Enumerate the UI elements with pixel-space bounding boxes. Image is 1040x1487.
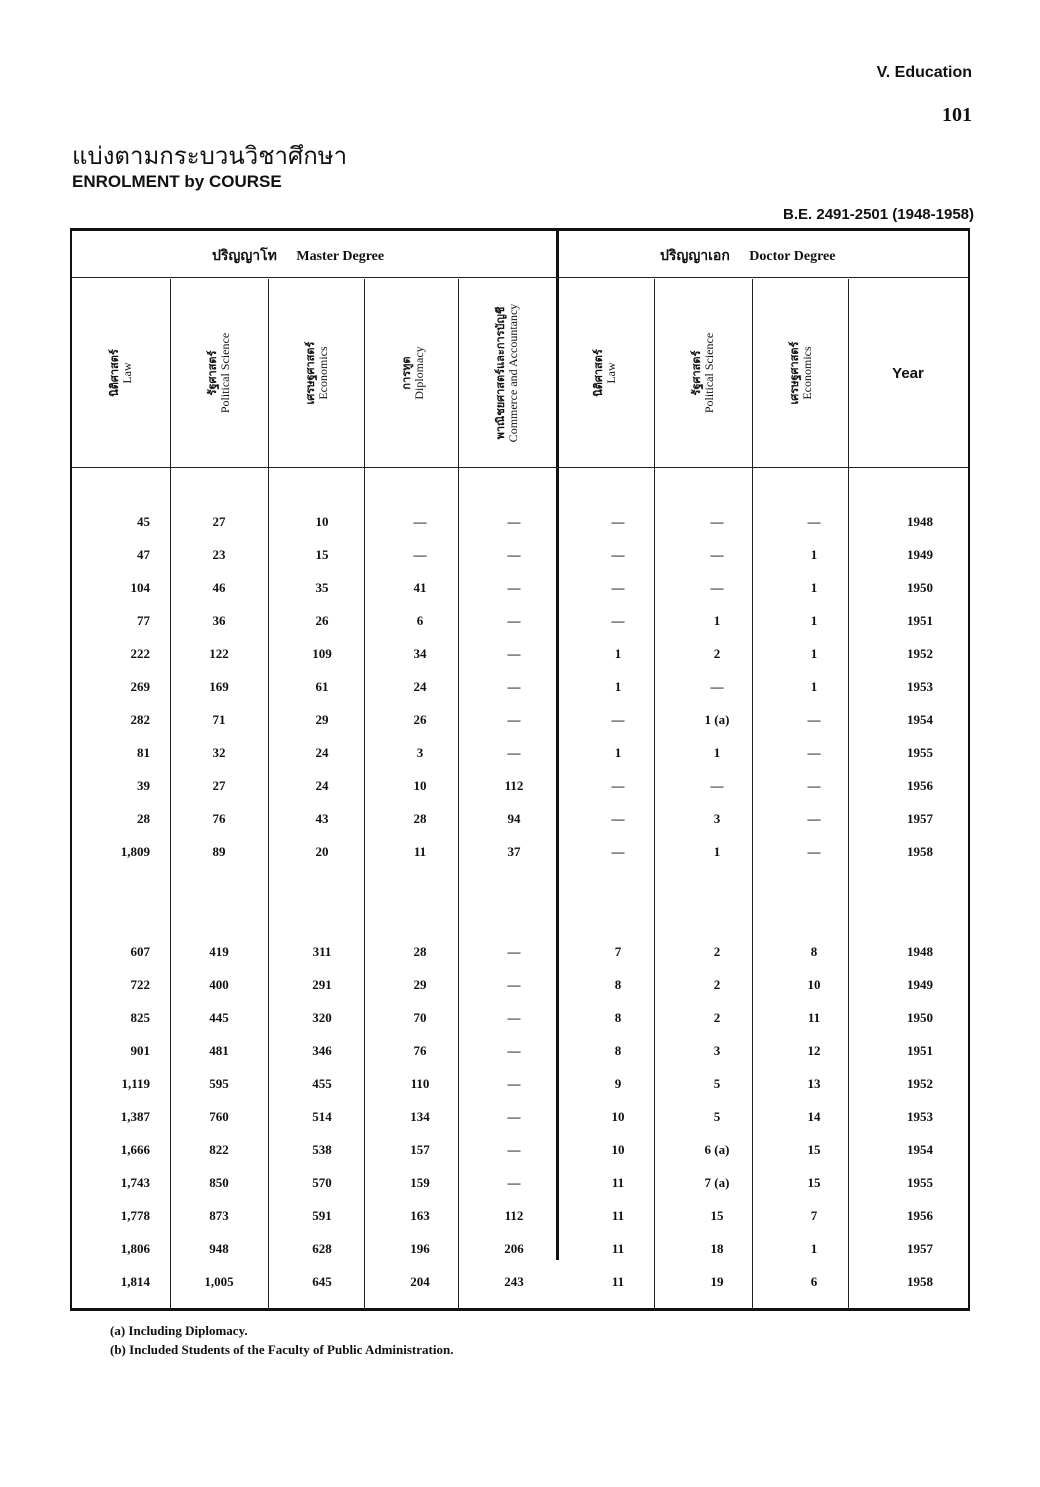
year-cell: 1952 <box>907 1076 933 1091</box>
value-cell: 41 <box>413 580 427 595</box>
value-cell: — <box>507 745 521 760</box>
value-cell: 24 <box>413 679 427 694</box>
value-cell: 822 <box>209 1142 229 1157</box>
col-header-thai: การทูต <box>400 356 413 390</box>
value-cell: 19 <box>710 1274 724 1289</box>
value-cell: 43 <box>315 811 329 826</box>
value-cell: 37 <box>507 844 521 859</box>
table-row <box>72 835 968 868</box>
value-cell: — <box>807 514 821 529</box>
value-cell: 5 <box>713 1076 721 1091</box>
year-cell: 1953 <box>907 1109 933 1124</box>
value-cell: 23 <box>212 547 226 562</box>
value-cell: 445 <box>209 1010 229 1025</box>
value-cell: 15 <box>315 547 329 562</box>
value-cell: 35 <box>315 580 329 595</box>
value-cell: 10 <box>611 1142 625 1157</box>
value-cell: — <box>611 712 625 727</box>
year-cell: 1948 <box>907 514 933 529</box>
value-cell: 1 <box>614 745 622 760</box>
group-header-master-thai: ปริญญาโท <box>212 248 277 264</box>
value-cell: 1 <box>810 547 818 562</box>
value-cell: — <box>507 712 521 727</box>
period-label: B.E. 2491-2501 (1948-1958) <box>783 206 974 223</box>
value-cell: 1 <box>614 679 622 694</box>
value-cell: — <box>807 712 821 727</box>
col-header-doctor-political-science <box>654 279 752 467</box>
value-cell: 10 <box>807 977 821 992</box>
value-cell: — <box>507 514 521 529</box>
value-cell: 243 <box>504 1274 524 1289</box>
value-cell: 28 <box>413 811 427 826</box>
value-cell: 1,806 <box>120 1241 150 1256</box>
value-cell: — <box>507 1142 521 1157</box>
year-cell: 1953 <box>907 679 933 694</box>
value-cell: — <box>507 613 521 628</box>
year-cell: 1948 <box>907 944 933 959</box>
value-cell: 760 <box>209 1109 229 1124</box>
value-cell: 2 <box>713 944 721 959</box>
value-cell: 1,119 <box>121 1076 150 1091</box>
table-row <box>72 637 968 670</box>
table-row <box>72 1001 968 1034</box>
value-cell: 13 <box>807 1076 821 1091</box>
value-cell: 1 <box>810 1241 818 1256</box>
value-cell: 8 <box>614 1010 622 1025</box>
value-cell: — <box>807 745 821 760</box>
year-cell: 1957 <box>907 1241 933 1256</box>
value-cell: 1 <box>810 679 818 694</box>
value-cell: 14 <box>807 1109 821 1124</box>
col-header-english: Commerce and Accountancy <box>506 303 520 443</box>
value-cell: 45 <box>137 514 150 529</box>
value-cell: 1 <box>810 613 818 628</box>
value-cell: 10 <box>413 778 427 793</box>
year-cell: 1949 <box>907 547 933 562</box>
col-header-thai: พาณิชยศาสตร์และการบัญชี <box>494 306 507 440</box>
value-cell: 76 <box>413 1043 427 1058</box>
value-cell: 5 <box>713 1109 721 1124</box>
col-header-english: Law <box>120 362 134 384</box>
table-row <box>72 505 968 538</box>
value-cell: 948 <box>209 1241 229 1256</box>
value-cell: 1,387 <box>120 1109 150 1124</box>
col-header-master-commerce <box>458 279 556 467</box>
value-cell: 7 (a) <box>704 1175 730 1190</box>
value-cell: 3 <box>713 1043 721 1058</box>
value-cell: 28 <box>137 811 150 826</box>
value-cell: 157 <box>410 1142 430 1157</box>
value-cell: — <box>710 580 724 595</box>
group-header-rule <box>72 277 968 278</box>
footnotes <box>110 1321 453 1359</box>
value-cell: 70 <box>413 1010 427 1025</box>
value-cell: 20 <box>315 844 329 859</box>
value-cell: 346 <box>312 1043 332 1058</box>
footnote: (b) Included Students of the Faculty of Public Administration. <box>110 1342 454 1357</box>
value-cell: 1 (a) <box>704 712 730 727</box>
value-cell: 1 <box>713 844 721 859</box>
value-cell: 570 <box>312 1175 332 1190</box>
year-cell: 1956 <box>907 1208 933 1223</box>
value-cell: 7 <box>614 944 622 959</box>
value-cell: 873 <box>209 1208 229 1223</box>
table-row <box>72 802 968 835</box>
year-cell: 1955 <box>907 1175 933 1190</box>
value-cell: 26 <box>413 712 427 727</box>
col-header-thai: เศรษฐศาสตร์ <box>788 341 801 405</box>
value-cell: 159 <box>410 1175 430 1190</box>
value-cell: 29 <box>413 977 427 992</box>
year-cell: 1957 <box>907 811 933 826</box>
value-cell: 18 <box>710 1241 724 1256</box>
value-cell: 595 <box>209 1076 229 1091</box>
value-cell: — <box>807 778 821 793</box>
table-row <box>72 1265 968 1298</box>
value-cell: 196 <box>410 1241 430 1256</box>
value-cell: 320 <box>312 1010 332 1025</box>
value-cell: — <box>507 547 521 562</box>
value-cell: 1 <box>810 580 818 595</box>
value-cell: 400 <box>209 977 229 992</box>
value-cell: 11 <box>413 844 427 859</box>
value-cell: 1,666 <box>120 1142 150 1157</box>
value-cell: 77 <box>137 613 150 628</box>
group-header-master-english: Master Degree <box>296 249 385 264</box>
value-cell: 32 <box>212 745 226 760</box>
col-header-thai: นิติศาสตร์ <box>592 349 605 397</box>
value-cell: 11 <box>807 1010 821 1025</box>
table-row <box>72 769 968 802</box>
table-row <box>72 935 968 968</box>
value-cell: 11 <box>611 1274 625 1289</box>
value-cell: — <box>611 547 625 562</box>
value-cell: 825 <box>130 1010 150 1025</box>
group-header-doctor-english: Doctor Degree <box>749 249 836 264</box>
value-cell: 24 <box>315 745 329 760</box>
table-row <box>72 604 968 637</box>
title-english: ENROLMENT by COURSE <box>72 172 282 191</box>
value-cell: 1,814 <box>120 1274 150 1289</box>
table-row <box>72 1100 968 1133</box>
table-row <box>72 703 968 736</box>
title-thai: แบ่งตามกระบวนวิชาศึกษา <box>72 142 348 170</box>
col-header-year-label: Year <box>892 364 924 382</box>
value-cell: 7 <box>810 1208 818 1223</box>
value-cell: 27 <box>212 514 226 529</box>
value-cell: 455 <box>312 1076 332 1091</box>
value-cell: 1,005 <box>204 1274 234 1289</box>
table-row <box>72 670 968 703</box>
value-cell: 2 <box>713 977 721 992</box>
table-row <box>72 571 968 604</box>
col-header-english: Economics <box>316 346 330 400</box>
value-cell: — <box>807 811 821 826</box>
value-cell: 628 <box>312 1241 332 1256</box>
year-cell: 1950 <box>907 580 933 595</box>
value-cell: 76 <box>212 811 226 826</box>
col-header-master-economics <box>268 279 366 467</box>
value-cell: 419 <box>209 944 229 959</box>
table-row <box>72 968 968 1001</box>
value-cell: — <box>807 844 821 859</box>
value-cell: 3 <box>713 811 721 826</box>
value-cell: 1 <box>614 646 622 661</box>
value-cell: — <box>507 1109 521 1124</box>
value-cell: 6 (a) <box>704 1142 730 1157</box>
value-cell: 6 <box>810 1274 818 1289</box>
value-cell: — <box>507 580 521 595</box>
value-cell: 206 <box>504 1241 524 1256</box>
table-row <box>72 736 968 769</box>
value-cell: 8 <box>810 944 818 959</box>
value-cell: 12 <box>807 1043 821 1058</box>
value-cell: — <box>507 1043 521 1058</box>
value-cell: 10 <box>611 1109 625 1124</box>
value-cell: 291 <box>312 977 332 992</box>
value-cell: 1,743 <box>120 1175 150 1190</box>
value-cell: 94 <box>507 811 521 826</box>
value-cell: — <box>710 514 724 529</box>
value-cell: 27 <box>212 778 226 793</box>
value-cell: 850 <box>209 1175 229 1190</box>
year-cell: 1951 <box>907 1043 933 1058</box>
value-cell: 28 <box>413 944 427 959</box>
value-cell: 134 <box>410 1109 430 1124</box>
group-header-doctor <box>660 245 835 267</box>
value-cell: 645 <box>312 1274 332 1289</box>
value-cell: — <box>507 944 521 959</box>
value-cell: 3 <box>416 745 424 760</box>
col-header-master-diplomacy <box>364 279 462 467</box>
value-cell: 282 <box>130 712 150 727</box>
value-cell: — <box>611 580 625 595</box>
value-cell: 8 <box>614 1043 622 1058</box>
value-cell: 901 <box>130 1043 150 1058</box>
year-cell: 1954 <box>907 1142 933 1157</box>
value-cell: 6 <box>416 613 424 628</box>
value-cell: 11 <box>611 1241 625 1256</box>
value-cell: 34 <box>413 646 427 661</box>
value-cell: 2 <box>713 1010 721 1025</box>
value-cell: — <box>611 778 625 793</box>
table-row <box>72 1034 968 1067</box>
col-header-english: Political Science <box>218 332 232 414</box>
value-cell: — <box>413 547 427 562</box>
value-cell: 46 <box>212 580 226 595</box>
col-header-english: Political Science <box>702 332 716 414</box>
value-cell: 2 <box>713 646 721 661</box>
value-cell: 1,809 <box>120 844 150 859</box>
value-cell: 169 <box>209 679 229 694</box>
value-cell: 24 <box>315 778 329 793</box>
section-label: V. Education <box>876 64 972 81</box>
value-cell: 110 <box>410 1076 430 1091</box>
value-cell: 26 <box>315 613 329 628</box>
value-cell: 15 <box>807 1142 821 1157</box>
value-cell: 109 <box>312 646 332 661</box>
table-row <box>72 1232 968 1265</box>
year-cell: 1949 <box>907 977 933 992</box>
col-header-thai: เศรษฐศาสตร์ <box>304 341 317 405</box>
value-cell: 591 <box>312 1208 332 1223</box>
value-cell: 204 <box>410 1274 430 1289</box>
value-cell: 607 <box>130 944 150 959</box>
value-cell: 722 <box>130 977 150 992</box>
value-cell: 1,778 <box>120 1208 150 1223</box>
col-header-doctor-economics <box>752 279 850 467</box>
value-cell: 1 <box>713 745 721 760</box>
value-cell: 15 <box>807 1175 821 1190</box>
value-cell: 61 <box>315 679 329 694</box>
value-cell: — <box>710 778 724 793</box>
value-cell: 538 <box>312 1142 332 1157</box>
year-cell: 1950 <box>907 1010 933 1025</box>
header-bottom-rule <box>72 467 968 468</box>
value-cell: 11 <box>611 1208 625 1223</box>
col-header-thai: รัฐศาสตร์ <box>690 350 703 396</box>
value-cell: — <box>507 1076 521 1091</box>
col-header-master-law <box>72 279 170 467</box>
group-header-master <box>212 245 384 267</box>
value-cell: 9 <box>614 1076 622 1091</box>
enrolment-table <box>70 228 970 1311</box>
value-cell: — <box>611 811 625 826</box>
col-header-year <box>848 279 968 467</box>
col-header-thai: นิติศาสตร์ <box>108 349 121 397</box>
group-header-doctor-thai: ปริญญาเอก <box>660 248 730 264</box>
value-cell: 222 <box>130 646 150 661</box>
value-cell: 89 <box>212 844 226 859</box>
value-cell: 36 <box>212 613 226 628</box>
value-cell: — <box>611 613 625 628</box>
value-cell: 29 <box>315 712 329 727</box>
value-cell: 163 <box>410 1208 430 1223</box>
value-cell: 122 <box>209 646 229 661</box>
value-cell: 8 <box>614 977 622 992</box>
value-cell: 71 <box>212 712 226 727</box>
value-cell: 481 <box>209 1043 229 1058</box>
col-header-master-political-science <box>170 279 268 467</box>
year-cell: 1958 <box>907 1274 933 1289</box>
footnote: (a) Including Diplomacy. <box>110 1323 248 1338</box>
col-header-english: Diplomacy <box>412 346 426 400</box>
value-cell: — <box>507 1010 521 1025</box>
table-row <box>72 1133 968 1166</box>
page-number: 101 <box>942 104 972 126</box>
value-cell: 81 <box>137 745 150 760</box>
year-cell: 1958 <box>907 844 933 859</box>
col-header-doctor-law <box>556 279 654 467</box>
value-cell: 1 <box>810 646 818 661</box>
year-cell: 1956 <box>907 778 933 793</box>
year-cell: 1952 <box>907 646 933 661</box>
value-cell: 112 <box>504 778 524 793</box>
value-cell: 104 <box>130 580 150 595</box>
year-cell: 1955 <box>907 745 933 760</box>
value-cell: 47 <box>137 547 150 562</box>
value-cell: — <box>413 514 427 529</box>
col-header-thai: รัฐศาสตร์ <box>206 350 219 396</box>
value-cell: — <box>611 514 625 529</box>
table-row <box>72 1199 968 1232</box>
value-cell: — <box>710 679 724 694</box>
col-header-english: Economics <box>800 346 814 400</box>
value-cell: — <box>507 646 521 661</box>
value-cell: 15 <box>710 1208 724 1223</box>
table-row <box>72 1067 968 1100</box>
value-cell: 11 <box>611 1175 625 1190</box>
value-cell: 1 <box>713 613 721 628</box>
value-cell: 112 <box>504 1208 524 1223</box>
value-cell: — <box>710 547 724 562</box>
table-row <box>72 1166 968 1199</box>
value-cell: — <box>507 1175 521 1190</box>
table-row <box>72 538 968 571</box>
value-cell: — <box>507 679 521 694</box>
year-cell: 1954 <box>907 712 933 727</box>
value-cell: — <box>507 977 521 992</box>
value-cell: 39 <box>137 778 150 793</box>
value-cell: 10 <box>315 514 329 529</box>
value-cell: — <box>611 844 625 859</box>
year-cell: 1951 <box>907 613 933 628</box>
value-cell: 311 <box>312 944 332 959</box>
col-header-english: Law <box>604 362 618 384</box>
value-cell: 514 <box>312 1109 332 1124</box>
value-cell: 269 <box>130 679 150 694</box>
